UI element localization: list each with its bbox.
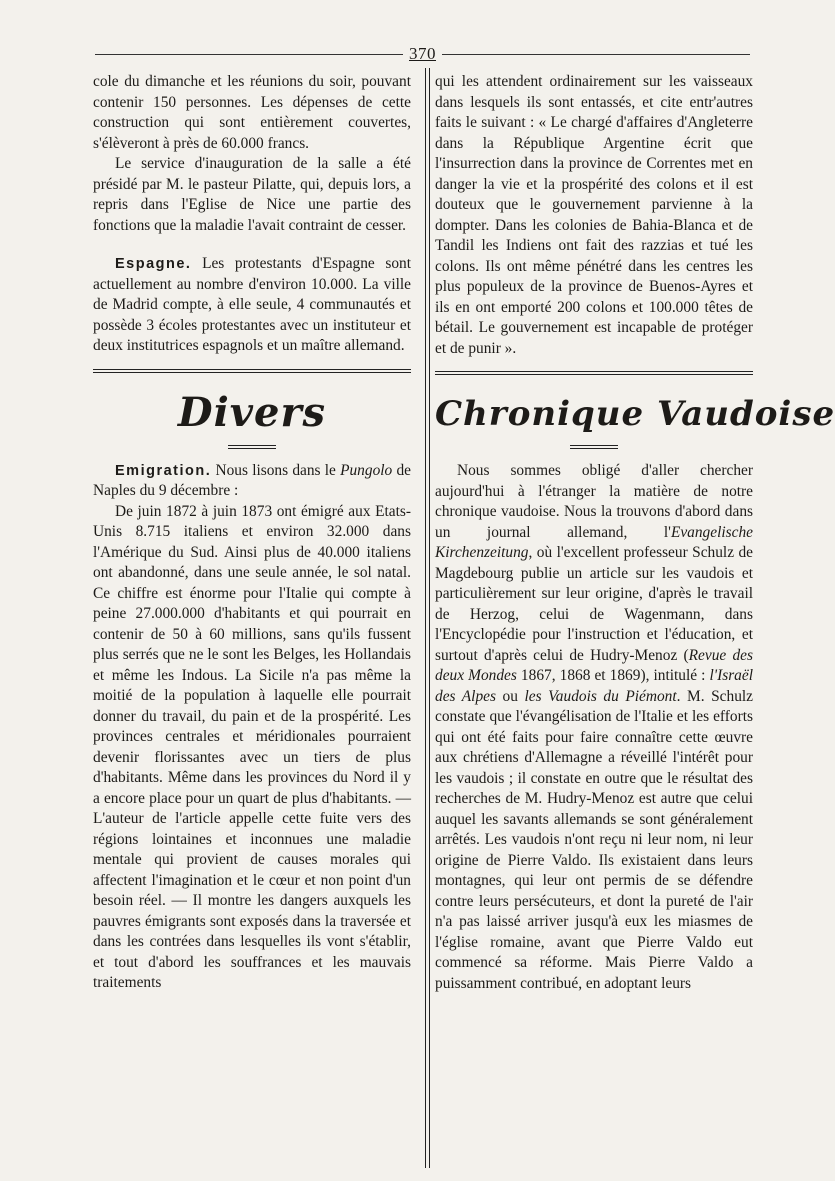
book-title: l'Israël des Alpes [435, 667, 753, 705]
column-divider [425, 68, 430, 1168]
left-column [93, 72, 411, 994]
header-rule-left [95, 54, 403, 55]
text-run: ou [495, 687, 525, 705]
chronique-text [435, 461, 753, 994]
text-run: . M. Schulz constate que l'évangélisation de l'Italie et les efforts qui ont été faits pour faire connaître cette œuvre aux chrétiens d'Allemagne a réveillé l'intérêt pour les vaudois ; il constate en outre que le résultat des recherches de M. Hudry-Menoz est autre que celui auquel les savants allemands se sont généralement arrêtés. Les vaudois n'ont reçu ni leur nom, ni leur origine de Pierre Valdo. Ils existaient dans leurs montagnes, qui leur ont permis de se défendre contre leurs persécuteurs, et dont la pureté de l'air n'a pas laissé arriver jusqu'à eux les miasmes de l'église romaine, avant que Pierre Valdo eut commencé sa réforme. Mais Pierre Valdo a puissamment contribué, en adoptant leurs [435, 687, 754, 992]
paragraph: cole du dimanche et les réunions du soir, pouvant contenir 150 personnes. Les dépenses de cette construction qui sont entièrement couvertes, s'élèveront à près de 60.000 francs. [93, 73, 411, 152]
text-run: Nous sommes obligé d'aller chercher aujourd'hui à l'étranger la matière de notre chronique vaudoise. Nous la trouvons d'abord dans un journal allemand, l' [435, 462, 753, 541]
section-title-chronique: Chronique Vaudoise [435, 394, 835, 434]
section-title-divers: Divers [177, 388, 327, 436]
header-rule-right [442, 54, 750, 55]
journal-title: Evangelische Kirchenzeitung [435, 523, 753, 561]
emigration-intro [93, 461, 411, 502]
section-rule [435, 371, 753, 375]
revue-title: Revue des deux Mondes [435, 646, 753, 684]
section-rule [93, 369, 411, 373]
paragraph: qui les attendent ordinairement sur les vaisseaux dans lesquels ils sont entassés, et cite entr'autres faits le suivant : « Le chargé d'affaires d'Angleterre dans la République Argentine écrit que l'insurrection dans la province de Correntes met en danger la vie et la prospérité des colons et il est douteux que le gouvernement parvienne à la dompter. Dans les colonies de Bahia-Blanca et de Tandil les Indiens ont fait des razzias et tué les colons. Ils ont même pénétré dans les centres les plus populeux de la province de Buenos-Ayres et ils en ont emporté 200 colons et 100.000 têtes de bétail. Le gouvernement est incapable de protéger et de punir ». [435, 73, 753, 357]
page-number: 370 [409, 44, 436, 63]
section-keyword: Emigration. [115, 462, 212, 479]
page-header [95, 44, 750, 64]
book-subtitle: les Vaudois du Piémont [524, 687, 677, 705]
paragraph: Le service d'inauguration de la salle a été présidé par M. le pasteur Pilatte, qui, depuis lors, a repris dans l'Eglise de Nice une partie des fonctions que la maladie l'avait contraint de cesser. [93, 155, 411, 234]
intro-text: Nous lisons dans le [215, 461, 336, 479]
right-column [435, 72, 835, 994]
espagne-paragraph [93, 254, 411, 357]
intro-text: de Naples du 9 décembre : [93, 461, 411, 499]
text-run: , où l'excellent professeur Schulz de Magdebourg publie un article sur les vaudois et particulièrement sur leur origine, d'après le travail de Herzog, celui de Wagenmann, dans l'Encyclopédie pour l'instruction et l'éducation, et surtout d'après celui de Hudry-Menoz ( [435, 544, 753, 664]
section-keyword: Espagne. [115, 256, 192, 272]
title-rule [570, 445, 618, 449]
title-rule [228, 445, 276, 449]
newspaper-name: Pungolo [340, 461, 393, 479]
paragraph-text: Les protestants d'Espagne sont actuellement au nombre d'environ 10.000. La ville de Madrid compte, à elle seule, 4 communautés et possède 3 écoles protestantes avec un instituteur et deux institutrices espagnols et un maître allemand. [93, 255, 411, 354]
text-run: 1867, 1868 et 1869), intitulé : [516, 667, 710, 684]
emigration-text: De juin 1872 à juin 1873 ont émigré aux Etats-Unis 8.715 italiens et environ 32.000 dans l'Amérique du Sud. Ainsi plus de 40.000 italiens ont abandonné, dans une seule année, le sol natal. Ce chiffre est énorme pour l'Italie qui compte à peine 27.000.000 d'habitants et qui pourrait en contenir de 50 à 60 millions, sans qu'ils fussent plus serrés que ne le sont les Belges, les Hollandais et même les Indous. La Sicile n'a pas même la moitié de la population à laquelle elle pourrait donner du travail, du pain et de la prospérité. Les provinces centrales et méridionales pourraient devenir florissantes avec un tiers de plus d'habitants. Même dans les provinces du Nord il y a encore place pour un quart de plus d'habitants. — L'auteur de l'article appelle cette fuite vers des régions lointaines et inconnues une maladie mentale qui provient de causes morales qui affectent l'imagination et le cœur et non point d'un besoin réel. — Il montre les dangers auxquels les pauvres émigrants sont exposés dans la traversée et dans les contrées dans lesquelles ils vont s'établir, et tout d'abord les souffrances et les mauvais traitements [93, 502, 411, 991]
